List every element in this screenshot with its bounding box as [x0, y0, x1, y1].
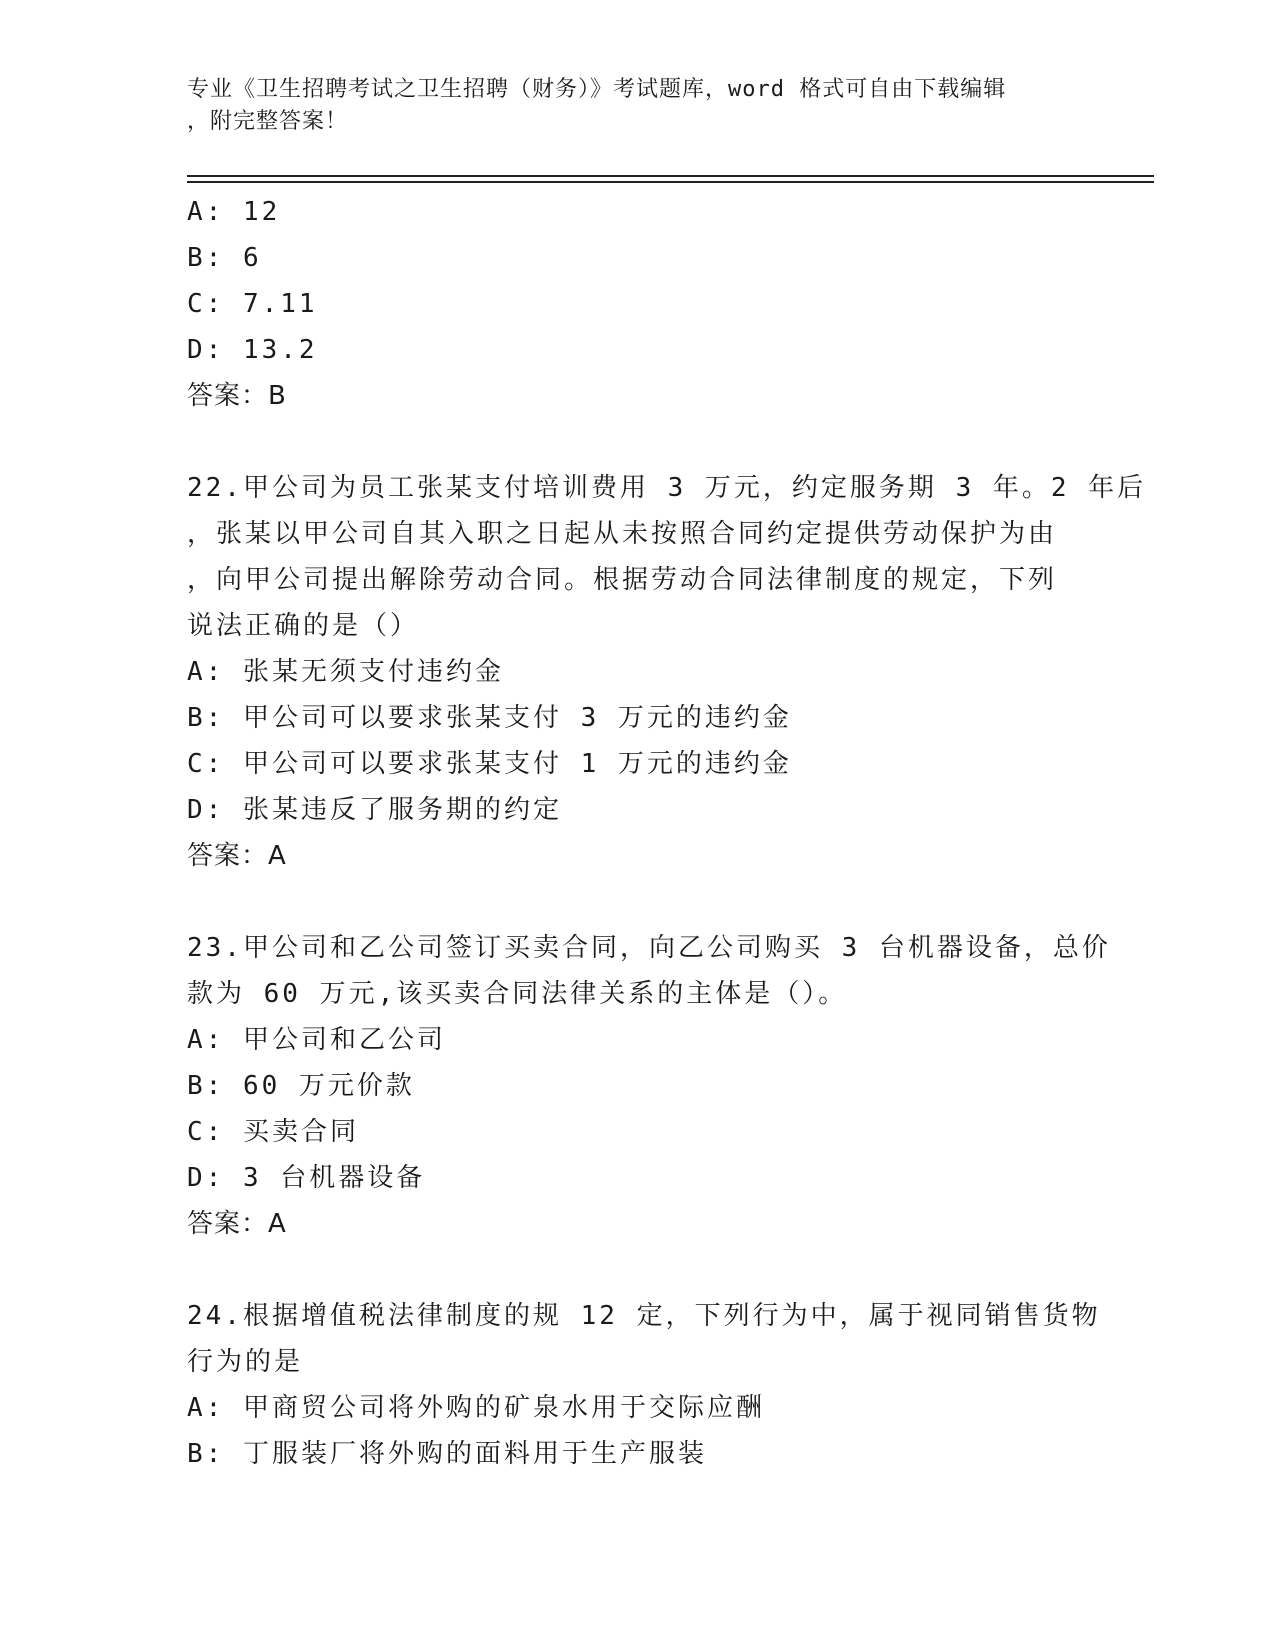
spacer — [187, 419, 1087, 465]
question-list — [187, 189, 1147, 1477]
header-divider-bottom — [187, 181, 1154, 183]
option-b: B: 丁服装厂将外购的面料用于生产服装 — [187, 1439, 707, 1469]
question-stem-line: 款为 60 万元,该买卖合同法律关系的主体是（）。 — [187, 979, 848, 1009]
header-title-line-1: 专业《卫生招聘考试之卫生招聘（财务）》考试题库，word 格式可自由下载编辑 — [187, 77, 1007, 102]
question-21 — [187, 189, 1087, 419]
option-a: A: 甲公司和乙公司 — [187, 1025, 446, 1055]
option-d: D: 张某违反了服务期的约定 — [187, 795, 562, 825]
option-c: C: 甲公司可以要求张某支付 1 万元的违约金 — [187, 749, 792, 779]
question-stem-line: 23.甲公司和乙公司签订买卖合同，向乙公司购买 3 台机器设备，总价 — [187, 933, 1111, 963]
option-b: B: 60 万元价款 — [187, 1071, 415, 1101]
answer: 答案：A — [187, 841, 287, 871]
document-header — [187, 74, 1067, 138]
header-title-line-2: ，附完整答案！ — [187, 109, 349, 134]
spacer — [187, 1247, 1087, 1293]
option-c: C: 买卖合同 — [187, 1117, 359, 1147]
option-c: C: 7.11 — [187, 289, 318, 319]
option-a: A: 张某无须支付违约金 — [187, 657, 504, 687]
question-22 — [187, 465, 1147, 879]
question-23 — [187, 925, 1111, 1247]
question-stem-line: 说法正确的是（） — [187, 611, 420, 641]
option-a: A: 12 — [187, 197, 281, 227]
spacer — [187, 879, 1087, 925]
option-d: D: 3 台机器设备 — [187, 1163, 426, 1193]
question-stem-line: 行为的是 — [187, 1347, 304, 1377]
question-stem-line: 22.甲公司为员工张某支付培训费用 3 万元，约定服务期 3 年。2 年后 — [187, 473, 1147, 503]
answer: 答案：B — [187, 381, 287, 411]
question-stem-line: 24.根据增值税法律制度的规 12 定，下列行为中，属于视同销售货物 — [187, 1301, 1101, 1331]
question-stem-line: ，张某以甲公司自其入职之日起从未按照合同约定提供劳动保护为由 — [187, 519, 1058, 549]
question-24 — [187, 1293, 1101, 1477]
answer: 答案：A — [187, 1209, 287, 1239]
option-b: B: 甲公司可以要求张某支付 3 万元的违约金 — [187, 703, 792, 733]
option-b: B: 6 — [187, 243, 262, 273]
header-divider-top — [187, 175, 1154, 177]
option-a: A: 甲商贸公司将外购的矿泉水用于交际应酬 — [187, 1393, 765, 1423]
question-stem-line: ，向甲公司提出解除劳动合同。根据劳动合同法律制度的规定，下列 — [187, 565, 1058, 595]
option-d: D: 13.2 — [187, 335, 318, 365]
